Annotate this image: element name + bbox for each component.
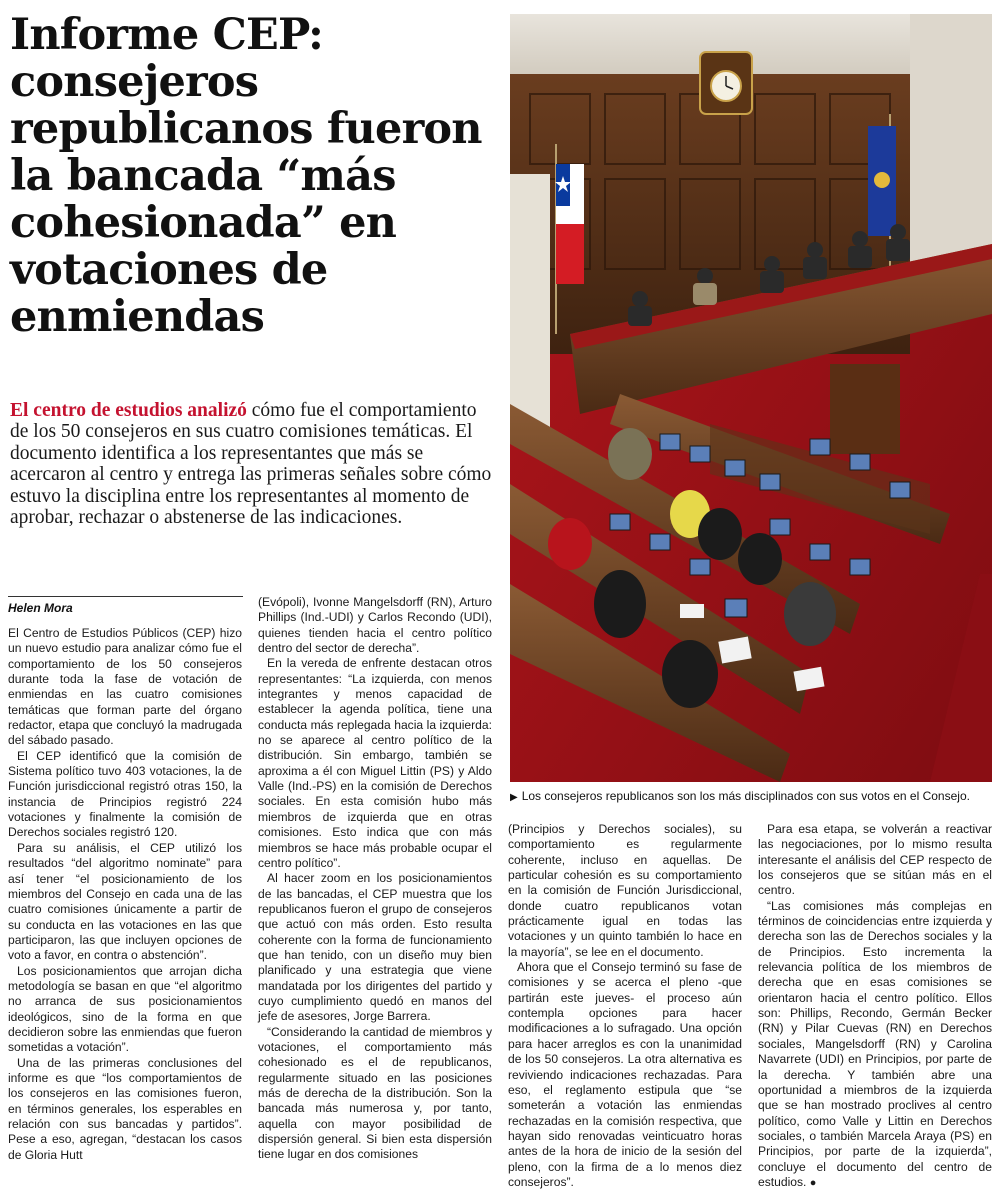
paragraph: Para esa etapa, se volverán a reactivar las negociaciones, por lo mismo resulta interesante el análisis del CEP respecto de los consejeros que se sitúan más en el centro.: [758, 822, 992, 898]
article-column-1: [8, 626, 242, 1163]
headline: Informe CEP: consejeros republicanos fueron la bancada “más cohesionada” en votaciones de enmiendas: [10, 10, 482, 342]
paragraph-text: “Las comisiones más complejas en términos de coincidencias entre izquierda y derecha son las de Derechos sociales y la de Principios. Esto incrementa la relevancia política de los miembros de derecha que en esas comisiones se orientaron hacia el centro político. Ellos son: Phillips, Recondo, Germán Becker (RN) y Pilar Cuevas (RN) en Derechos sociales, Mangelsdorff (RN) y Carolina Navarrete (UDI) en Principios, por parte de la derecha. Y también abre una oportunidad a miembros de la izquierda que se han mostrado proclives al centro político, como Valle y Littin en Derechos sociales, o también Marcela Araya (PS) en Principios, por parte de la izquierda”, concluye el documento del centro de estudios.: [758, 898, 992, 1189]
lead-kicker: El centro de estudios analizó: [10, 400, 247, 421]
caption-marker-icon: ▶: [510, 792, 518, 803]
byline: Helen Mora: [8, 601, 73, 615]
paragraph: (Evópoli), Ivonne Mangelsdorff (RN), Arturo Phillips (Ind.-UDI) y Carlos Recondo (UDI), quienes tienden hacia el centro político dentro del sector de derecha”.: [258, 595, 492, 656]
paragraph: Para su análisis, el CEP utilizó los resultados “del algoritmo nominate” para así tener “el posicionamiento de los miembros del Consejo en cada una de las cuatro comisiones únicamente a partir de su conducta en las votaciones en las que participaron, las que incluyen opciones de voto a favor, en contra o abstención”.: [8, 840, 242, 963]
paragraph: El Centro de Estudios Públicos (CEP) hizo un nuevo estudio para analizar cómo fue el comportamiento de los 50 consejeros durante toda la fase de votación de enmiendas en las cuatro comisiones temáticas que forman parte del órgano redactor, etapa que concluyó la madrugada del sábado pasado.: [8, 626, 242, 748]
paragraph: Al hacer zoom en los posicionamientos de las bancadas, el CEP muestra que los republicanos fueron el grupo de consejeros que actuó con más orden. Esto resulta coherente con la forma de funcionamiento que han tenido, con un diseño muy bien planificado y una estrategia que viene mandatada por los dirigentes del partido y cuyo cumplimiento quedó en manos del jefe de asesores, Jorge Barrera.: [258, 871, 492, 1024]
paragraph: El CEP identificó que la comisión de Sistema político tuvo 403 votaciones, la de Función jurisdiccional registró otras 150, la instancia de Principios registró 224 votaciones y finalmente la comisión de Derechos sociales registró 120.: [8, 748, 242, 840]
paragraph: [758, 899, 992, 1191]
paragraph: Ahora que el Consejo terminó su fase de comisiones y se acerca el pleno -que partirán este jueves- el proceso aún contempla opciones para hacer modificaciones a lo sufragado. Una opción para hacer arreglos es con la unanimidad de los 50 consejeros. La otra alternativa es reviviendo indicaciones rechazadas. Para eso, el reglamento estipula que “se someterán a votación las enmiendas rechazadas en la comisión respectiva, que hayan sido renovadas veinticuatro horas antes de la hora de inicio de la sesión del pleno, con la firma de a lo menos diez consejeros”.: [508, 960, 742, 1189]
paragraph: “Considerando la cantidad de miembros y votaciones, el comportamiento más cohesionado es el de republicanos, regularmente situado en las posiciones más de derecha de la distribución. Son la bancada más numerosa y, por tanto, aquella con mayor posibilidad de dispersión general. Si bien esta dispersión tiene lugar en dos comisiones: [258, 1024, 492, 1162]
caption-text: Los consejeros republicanos son los más disciplinados con sus votos en el Consejo.: [521, 789, 970, 803]
council-chamber-photo: [510, 14, 992, 782]
end-mark-icon: ●: [809, 1176, 817, 1189]
photo-caption: [510, 789, 992, 805]
byline-rule: [8, 596, 243, 597]
paragraph: Una de las primeras conclusiones del informe es que “los comportamientos de los consejeros en las comisiones fueron, en términos generales, los esperables en relación con sus bancadas y partidos”. Pese a eso, agregan, “destacan los casos de Gloria Hutt: [8, 1055, 242, 1162]
paragraph: Los posicionamientos que arrojan dicha metodología se basan en que “el algoritmo no arranca de sus posicionamientos ideológicos, sino de la forma en que decidieron sobre las enmiendas que fueron sometidas a votación”.: [8, 963, 242, 1055]
article-column-3: [508, 822, 742, 1190]
article-column-2: [258, 595, 492, 1163]
lead-text: cómo fue el comportamiento de los 50 consejeros en sus cuatro comisiones temáticas. El documento identifica a los representantes que más se acercaron al centro y entrega las primeras señales sobre cómo estuvo la disciplina entre los representantes al momento de aprobar, rechazar o abstenerse de las indicaciones.: [10, 400, 492, 529]
paragraph: (Principios y Derechos sociales), su comportamiento es regularmente coherente, incluso en aquellas. De particular cohesión es su comportamiento en la comisión de Función Jurisdiccional, donde cuatro republicanos votan prácticamente igual en todas las votaciones y un quinto también lo hace en la mayoría”, se lee en el documento.: [508, 822, 742, 959]
paragraph: En la vereda de enfrente destacan otros representantes: “La izquierda, con menos integrantes y menos capacidad de establecer la agenda política, tiene una conducta más replegada hacia la izquierda: no se aparece al centro político de la distribución. Sin embargo, también se aproxima a él con Miguel Littin (PS) y Aldo Valle (Ind.-PS) en la comisión de Derechos sociales. En esta comisión hubo más miembros de izquierda que en otras comisiones. Esto indica que con más miembros se hace más probable ocupar el centro político”.: [258, 656, 492, 870]
article-column-4: [758, 822, 992, 1191]
lead-paragraph: [10, 400, 498, 528]
